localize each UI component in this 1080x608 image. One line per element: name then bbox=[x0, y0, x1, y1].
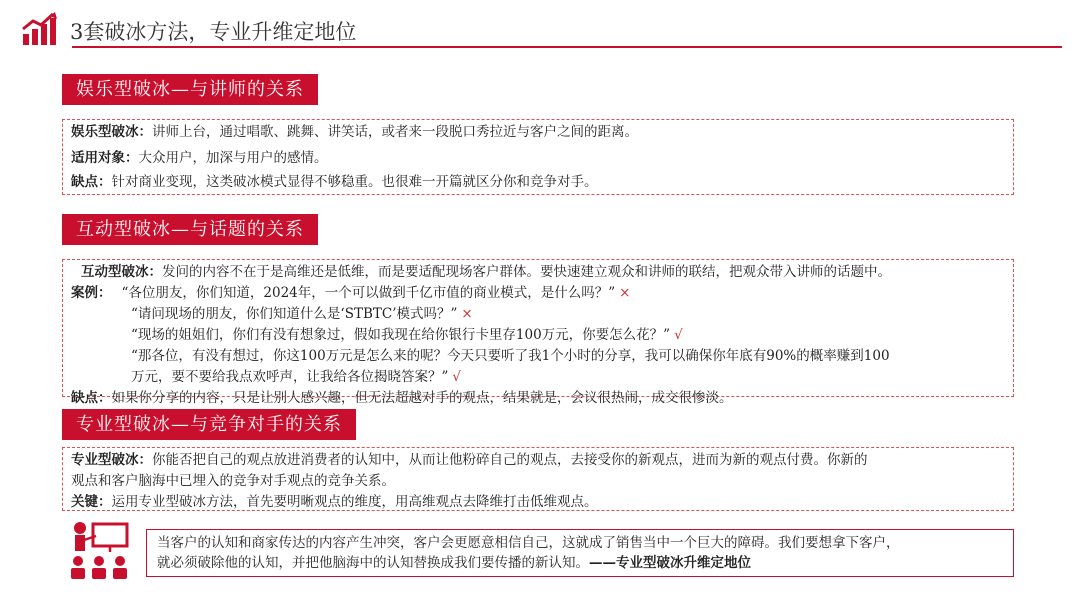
header-divider bbox=[72, 46, 1062, 48]
case-line-2 bbox=[71, 304, 1005, 325]
text: 讲师上台，通过唱歌、跳舞、讲笑话，或者来一段脱口秀拉近与客户之间的距离。 bbox=[152, 124, 638, 140]
text: 你能否把自己的观点放进消费者的认知中，从而让他粉碎自己的观点，去接受你的新观点，进而为新的观点付费。你新的 bbox=[152, 452, 868, 468]
wrong-mark-icon: × bbox=[461, 306, 473, 322]
line-audience bbox=[71, 148, 1005, 169]
text: 发问的内容不在于是高维还是低维，而是要适配现场客户群体。要快速建立观众和讲师的联结，把观众带入讲师的话题中。 bbox=[162, 264, 891, 280]
text: 万元，要不要给我点欢呼声，让我给各位揭晓答案？” bbox=[131, 369, 449, 385]
label: 适用对象： bbox=[71, 150, 139, 166]
line-key bbox=[71, 492, 1005, 513]
line-definition bbox=[71, 122, 1005, 143]
conclusion-line-1: 当客户的认知和商家传达的内容产生冲突，客户会更愿意相信自己，这就成了销售当中一个巨大的障碍。我们要想拿下客户， bbox=[157, 535, 900, 551]
presenter-audience-icon bbox=[66, 520, 132, 580]
page-header bbox=[22, 10, 1062, 48]
text: “各位朋友，你们知道，2024年，一个可以做到千亿市值的商业模式，是什么吗？” bbox=[121, 285, 616, 301]
label: 专业型破冰： bbox=[71, 452, 152, 468]
section-box-professional bbox=[62, 447, 1014, 511]
text: 大众用户，加深与用户的感情。 bbox=[138, 150, 328, 166]
page-title: 3套破冰方法，专业升维定地位 bbox=[70, 20, 357, 44]
line-weakness bbox=[71, 172, 1005, 193]
label: 娱乐型破冰： bbox=[71, 124, 152, 140]
line-weakness bbox=[71, 388, 1005, 409]
case-line-4 bbox=[71, 346, 1005, 367]
label: 缺点： bbox=[71, 390, 112, 406]
section-title-entertainment: 娱乐型破冰—与讲师的关系 bbox=[62, 74, 318, 105]
conclusion-box bbox=[146, 529, 1014, 577]
label: 缺点： bbox=[71, 174, 112, 190]
conclusion-line-2 bbox=[157, 553, 1003, 573]
text: “那各位，有没有想过，你这100万元是怎么来的呢？今天只要听了我1个小时的分享，我可以确保你年底有90%的概率赚到100 bbox=[131, 348, 890, 364]
label: 案例： bbox=[71, 285, 112, 301]
label: 关键： bbox=[71, 494, 112, 510]
section-box-entertainment bbox=[62, 119, 1014, 195]
tagline: ——专业型破冰升维定地位 bbox=[589, 555, 751, 571]
text: 如果你分享的内容，只是让别人感兴趣，但无法超越对手的观点，结果就是，会议很热闹，成交很惨淡。 bbox=[111, 390, 733, 406]
section-title-professional: 专业型破冰—与竞争对手的关系 bbox=[62, 409, 356, 440]
section-title-interactive: 互动型破冰—与话题的关系 bbox=[62, 214, 318, 245]
check-mark-icon: √ bbox=[452, 369, 462, 385]
case-line-1 bbox=[71, 283, 1005, 304]
line-definition bbox=[71, 262, 1005, 283]
text: 观点和客户脑海中已埋入的竞争对手观点的竞争关系。 bbox=[71, 473, 395, 489]
case-line-5 bbox=[71, 367, 1005, 388]
wrong-mark-icon: × bbox=[619, 285, 631, 301]
text: 运用专业型破冰方法，首先要明晰观点的维度，用高维观点去降维打击低维观点。 bbox=[111, 494, 598, 510]
case-line-3 bbox=[71, 325, 1005, 346]
text: “现场的姐姐们，你们有没有想象过，假如我现在给你银行卡里存100万元，你要怎么花？” bbox=[131, 327, 671, 343]
check-mark-icon: √ bbox=[674, 327, 683, 343]
label: 互动型破冰： bbox=[81, 264, 162, 280]
section-box-interactive bbox=[62, 259, 1014, 406]
text: 针对商业变现，这类破冰模式显得不够稳重。也很难一开篇就区分你和竞争对手。 bbox=[111, 174, 598, 190]
line-definition bbox=[71, 450, 1005, 471]
text: 就必须破除他的认知，并把他脑海中的认知替换成我们要传播的新认知。 bbox=[157, 555, 589, 571]
line-definition-cont bbox=[71, 471, 1005, 492]
text: “请问现场的朋友，你们知道什么是‘STBTC’模式吗？” bbox=[131, 306, 458, 322]
rising-chart-icon bbox=[22, 12, 58, 46]
